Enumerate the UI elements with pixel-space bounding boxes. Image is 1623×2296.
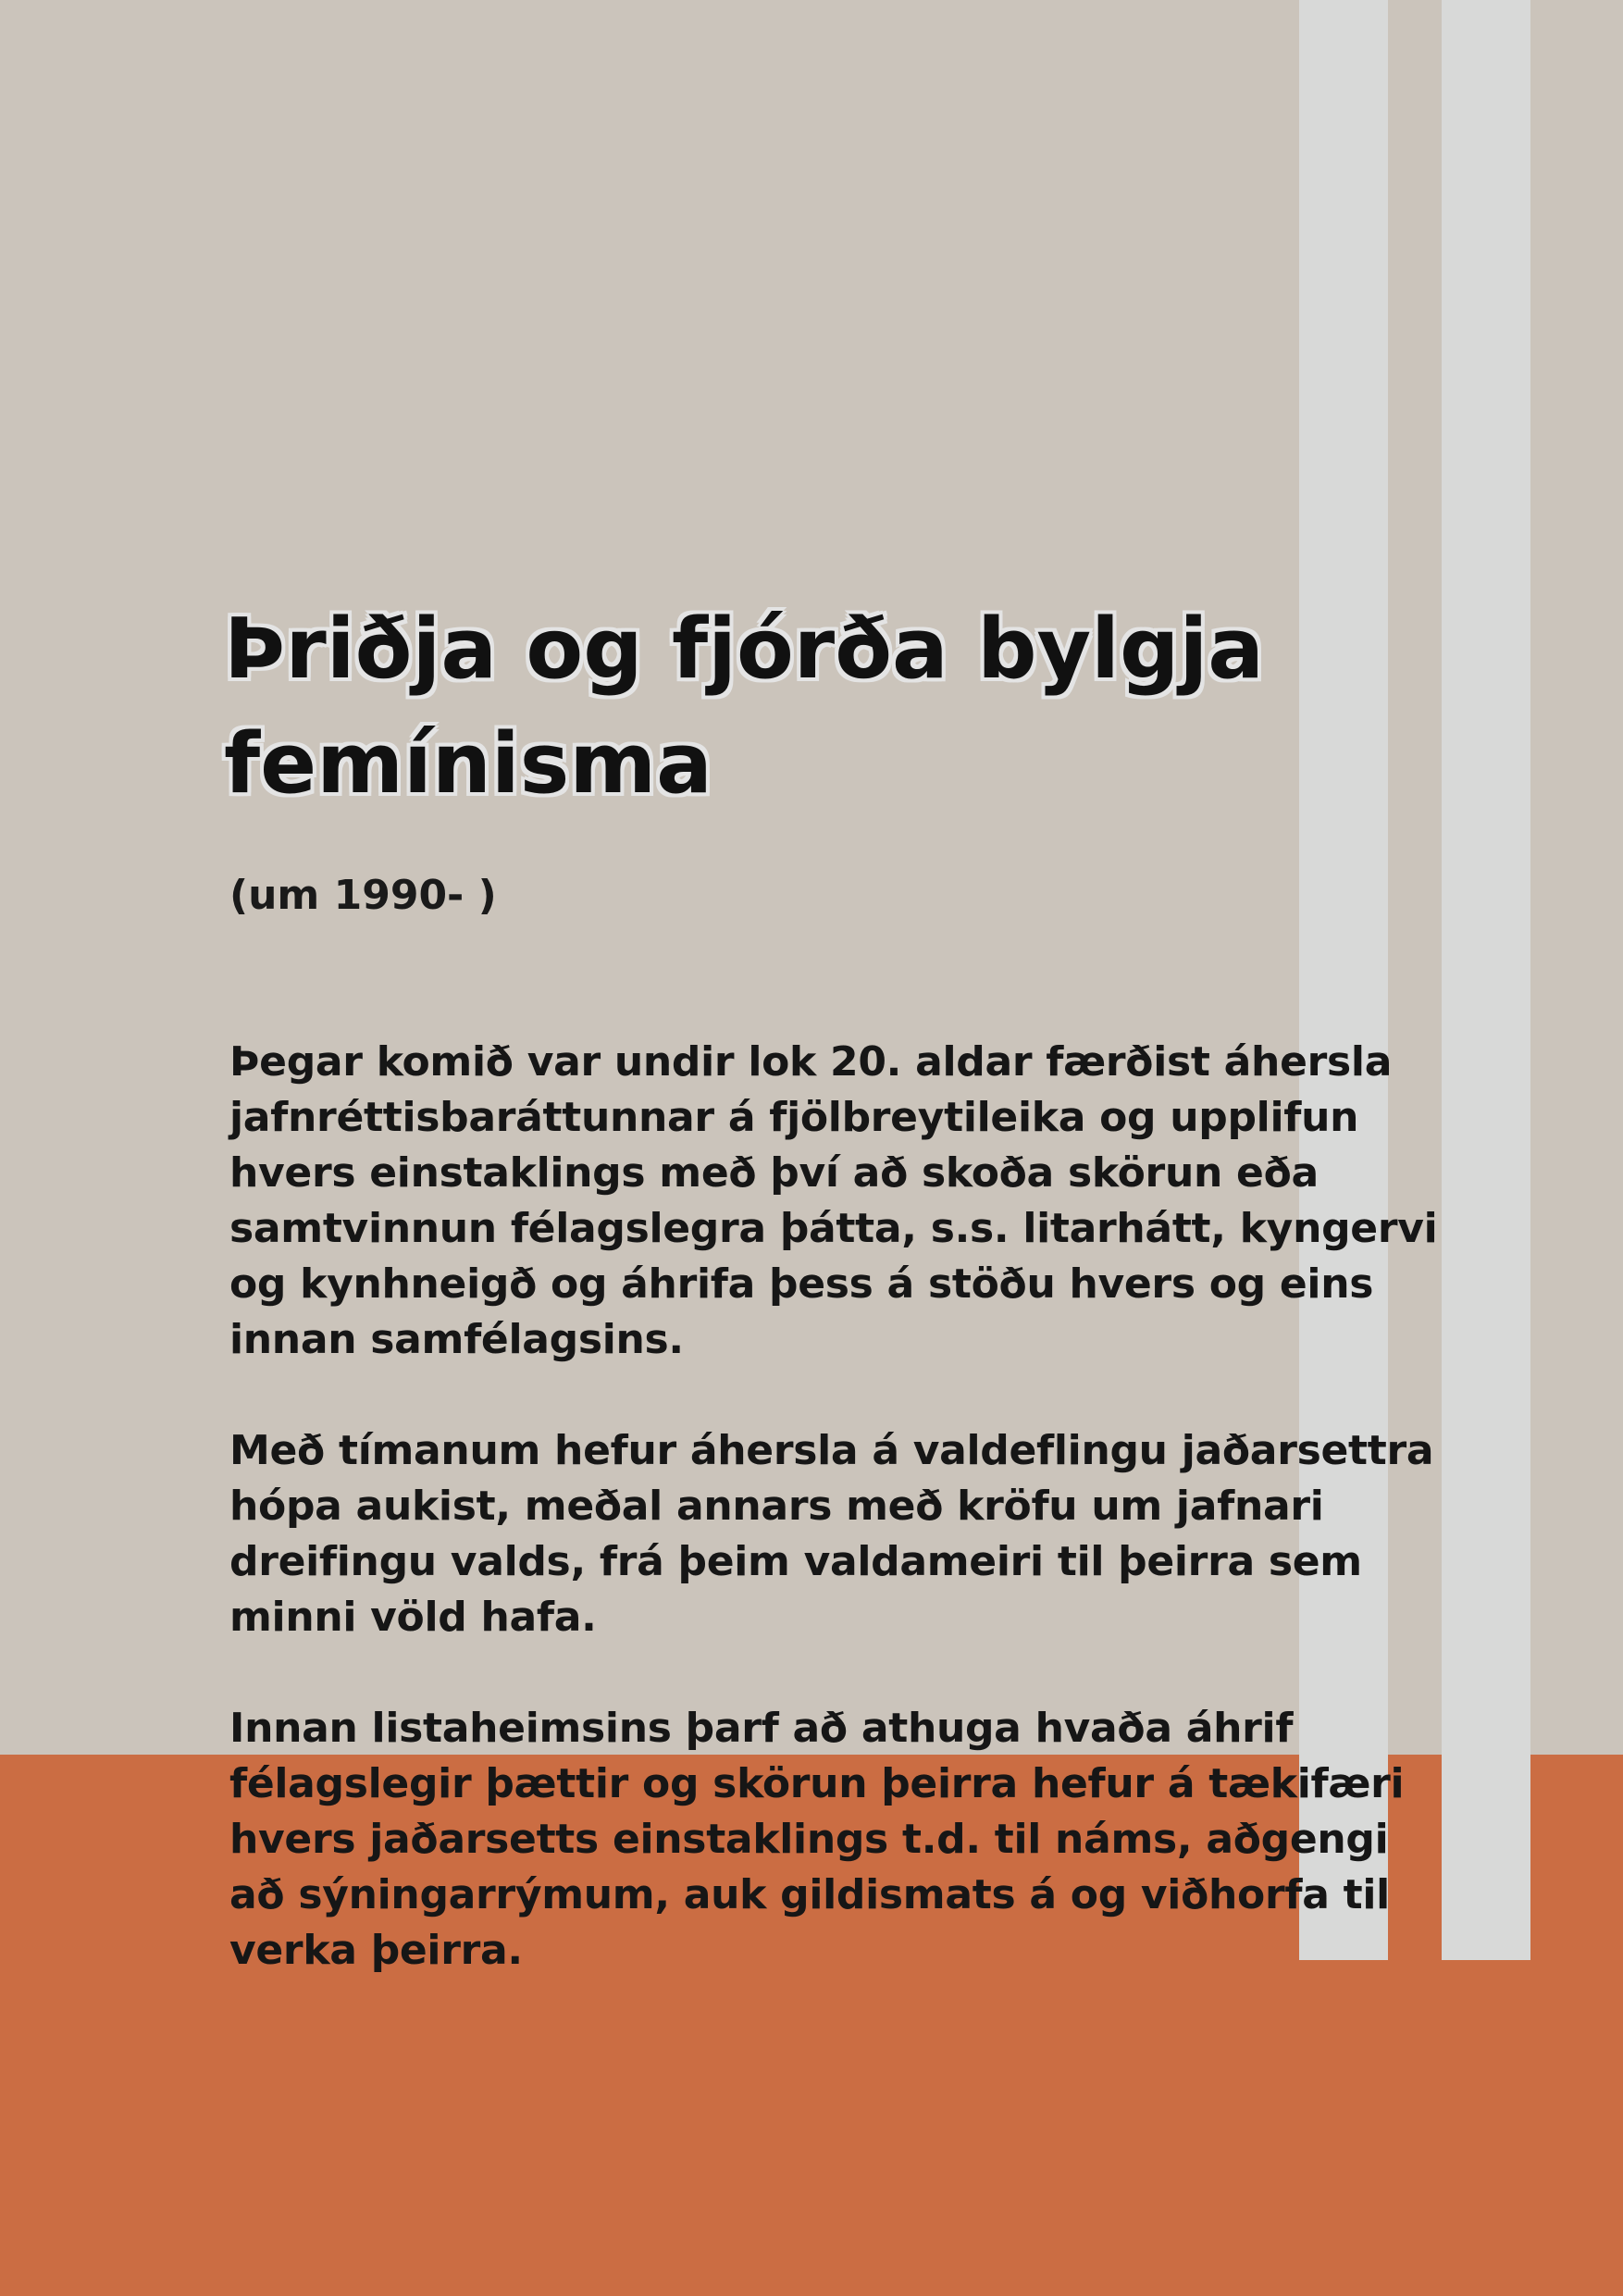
paragraph-line: Með tímanum hefur áhersla á valdeflingu jaðarsettra: [229, 1427, 1434, 1474]
paragraph-line: hópa aukist, meðal annars með kröfu um jafnari: [229, 1483, 1324, 1530]
title-line-2: femínisma: [224, 715, 712, 813]
paragraph-line: jafnréttisbaráttunnar á fjölbreytileika og upplifun: [229, 1094, 1359, 1141]
paragraph-line: og kynhneigð og áhrifa þess á stöðu hvers og eins: [229, 1260, 1374, 1308]
paragraph-line: félagslegir þættir og skörun þeirra hefur á tækifæri: [229, 1760, 1405, 1807]
paragraph-line: dreifingu valds, frá þeim valdameiri til þeirra sem: [229, 1538, 1362, 1585]
paragraph-line: Þegar komið var undir lok 20. aldar færðist áhersla: [229, 1038, 1393, 1086]
paragraph-line: að sýningarrýmum, auk gildismats á og viðhorfa til: [229, 1871, 1390, 1918]
title-line-1: Þriðja og fjórða bylgja: [224, 601, 1265, 698]
paragraph-line: minni völd hafa.: [229, 1594, 597, 1641]
page-title: [224, 592, 1334, 822]
paragraph-line: hvers einstaklings með því að skoða skörun eða: [229, 1149, 1319, 1197]
paragraph-1: [229, 1035, 1438, 1368]
paragraph-line: verka þeirra.: [229, 1927, 523, 1974]
paragraph-line: Innan listaheimsins þarf að athuga hvaða áhrif: [229, 1705, 1294, 1752]
period-subtitle: (um 1990- ): [229, 872, 497, 919]
paragraph-3: [229, 1701, 1423, 1979]
paragraph-line: samtvinnun félagslegra þátta, s.s. litarhátt, kyngervi: [229, 1205, 1438, 1252]
paragraph-line: hvers jaðarsetts einstaklings t.d. til náms, aðgengi: [229, 1816, 1389, 1863]
paragraph-line: innan samfélagsins.: [229, 1316, 684, 1363]
paragraph-2: [229, 1423, 1434, 1645]
